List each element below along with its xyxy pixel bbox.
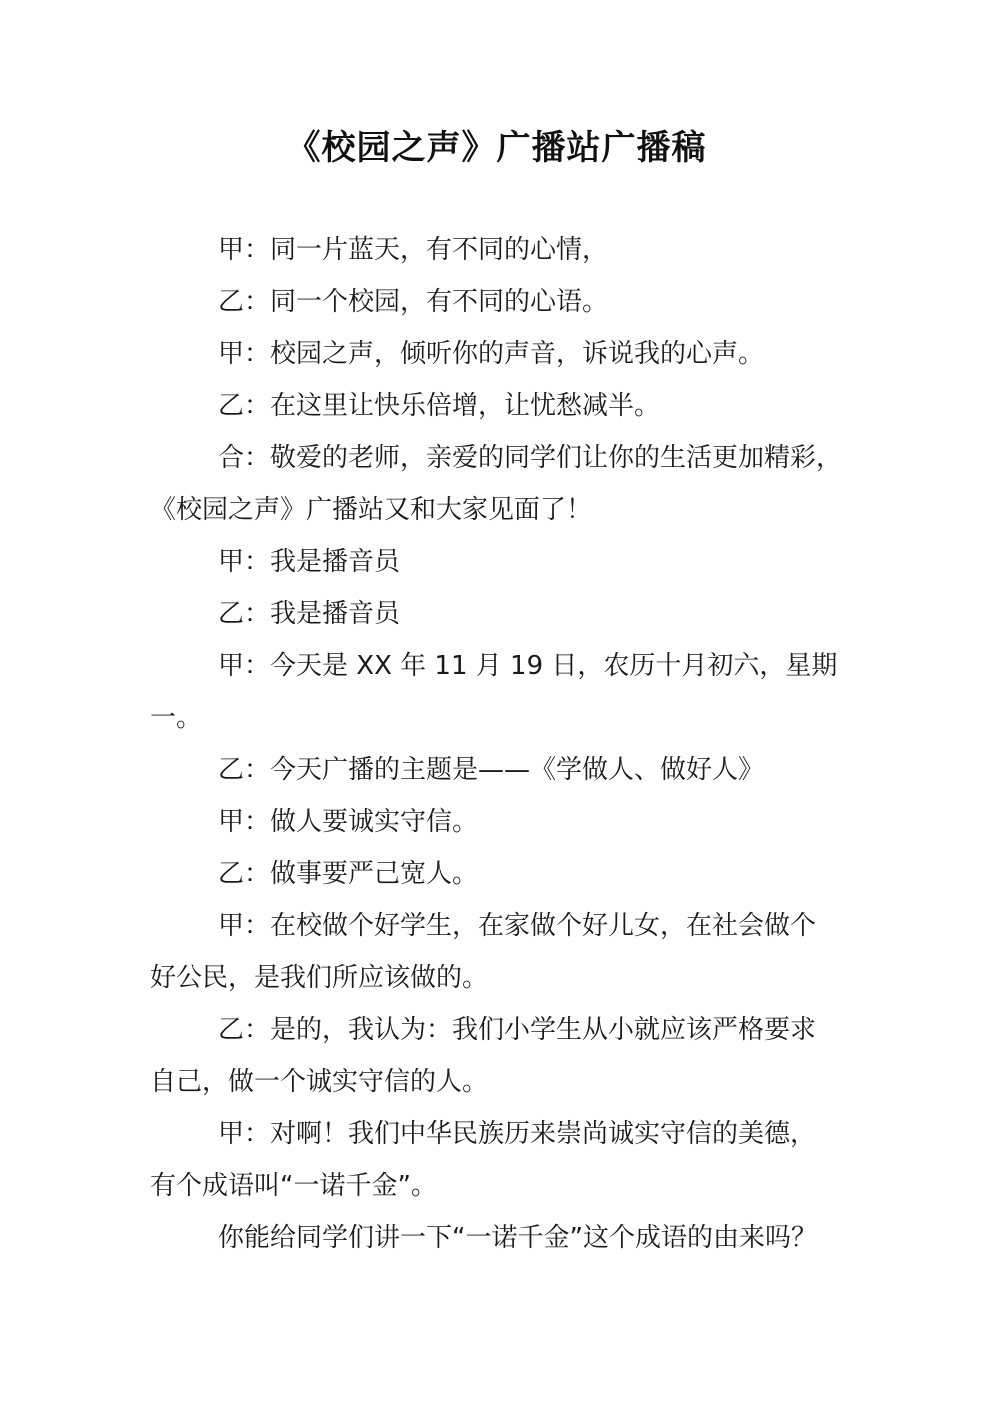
paragraph	[150, 744, 855, 796]
paragraph-line: 甲：对啊！我们中华民族历来崇尚诚实守信的美德，	[218, 1119, 817, 1149]
paragraph	[150, 380, 855, 432]
paragraph-line: 乙：做事要严己宽人。	[218, 859, 479, 889]
document-title: 《校园之声》广播站广播稿	[286, 128, 707, 168]
paragraph	[150, 224, 855, 276]
paragraph-line: 有个成语叫“一诺千金”。	[150, 1171, 437, 1201]
paragraph	[150, 900, 855, 1004]
paragraph	[150, 1004, 855, 1108]
paragraph	[150, 640, 855, 744]
paragraph-line: 合：敬爱的老师，亲爱的同学们让你的生活更加精彩，	[218, 443, 843, 473]
paragraph-line: 甲：在校做个好学生，在家做个好儿女，在社会做个	[218, 911, 817, 941]
paragraph-line: 自己，做一个诚实守信的人。	[150, 1067, 489, 1097]
paragraph-line: 乙：今天广播的主题是——《学做人、做好人》	[218, 755, 765, 785]
paragraph	[150, 328, 855, 380]
paragraph-line: 乙：是的，我认为：我们小学生从小就应该严格要求	[218, 1015, 817, 1045]
paragraph	[150, 588, 855, 640]
paragraph-line: 甲：同一片蓝天，有不同的心情，	[218, 235, 609, 265]
paragraph	[150, 432, 855, 536]
paragraph	[150, 848, 855, 900]
paragraph-line: 一。	[150, 703, 203, 733]
paragraph-line: 甲：校园之声，倾听你的声音，诉说我的心声。	[218, 339, 765, 369]
paragraph	[150, 1212, 855, 1264]
paragraph-line: 甲：今天是 XX 年 11 月 19 日，农历十月初六，星期	[218, 651, 838, 681]
document-body	[150, 224, 855, 1264]
paragraph	[150, 1108, 855, 1212]
paragraph-line: 你能给同学们讲一下“一诺千金”这个成语的由来吗？	[218, 1223, 817, 1253]
paragraph	[150, 796, 855, 848]
paragraph-line: 乙：在这里让快乐倍增，让忧愁减半。	[218, 391, 661, 421]
paragraph	[150, 536, 855, 588]
paragraph-line: 乙：同一个校园，有不同的心语。	[218, 287, 609, 317]
paragraph-line: 好公民，是我们所应该做的。	[150, 963, 489, 993]
paragraph-line: 《校园之声》广播站又和大家见面了！	[150, 495, 593, 525]
paragraph-line: 甲：做人要诚实守信。	[218, 807, 479, 837]
paragraph-line: 乙：我是播音员	[218, 599, 401, 629]
paragraph-line: 甲：我是播音员	[218, 547, 401, 577]
paragraph	[150, 276, 855, 328]
